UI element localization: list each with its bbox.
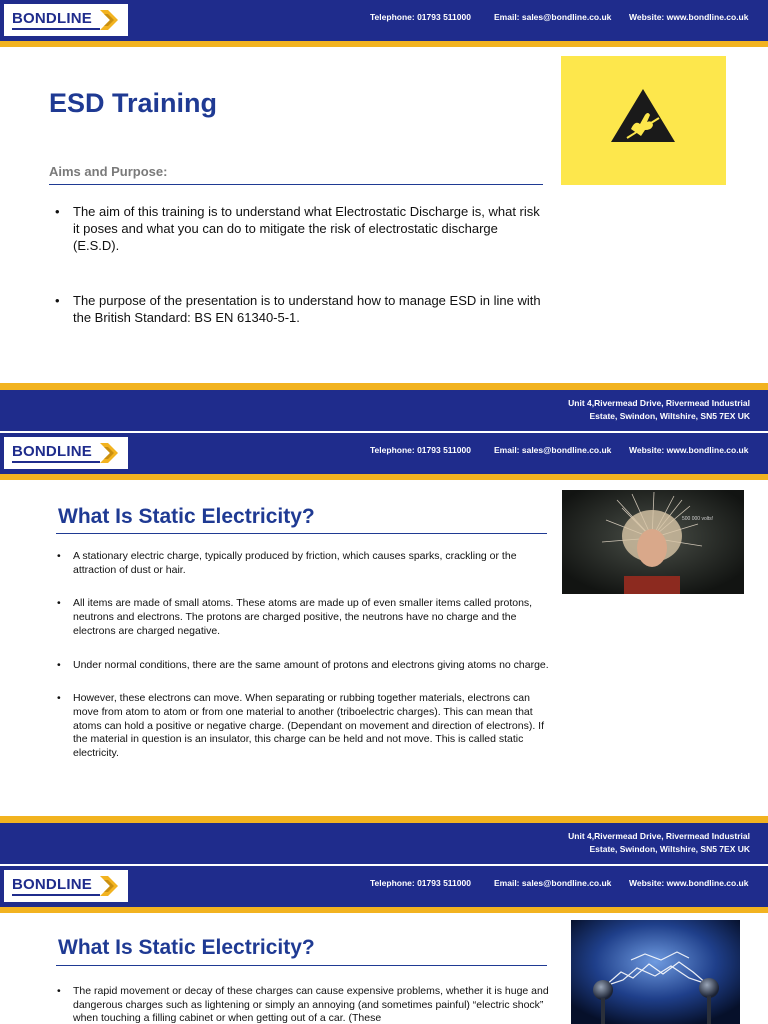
slide-title: What Is Static Electricity? <box>58 936 315 959</box>
list-item: • However, these electrons can move. When separating or rubbing together materials, electrons can move from atom to atom or from one material to another (triboelectric charges). This can mean that atoms can hold a positive or negative charge. (Dependant on movement and direction of electrons). If the material in question is an insulator, this charge can be held and not move. This is called static electricity. <box>51 692 551 761</box>
header-stripe <box>0 41 768 47</box>
logo-text: BONDLINE <box>12 443 92 460</box>
slide-footer <box>0 390 768 431</box>
list-item: • The rapid movement or decay of these charges can cause expensive problems, whether it is huge and dangerous charges such as lightening or simply an annoying (and sometimes painful) “electric shock” when touching a filling cabinet or when getting out of a car. (These <box>51 985 551 1024</box>
header-stripe <box>0 474 768 480</box>
address-line: Estate, Swindon, Wiltshire, SN5 7EX UK <box>589 844 750 854</box>
slide-what-is-static-2 <box>0 866 768 1024</box>
logo-underline <box>12 28 100 30</box>
logo-underline <box>12 894 100 896</box>
logo-chevron-icon <box>98 441 122 465</box>
logo-chevron-icon <box>98 8 122 32</box>
website-link[interactable]: Website: www.bondline.co.uk <box>629 12 749 22</box>
telephone-text: Telephone: 01793 511000 <box>370 12 471 22</box>
footer-stripe <box>0 816 768 823</box>
plasma-globe-photo <box>571 920 740 1024</box>
esd-warning-icon <box>561 56 726 185</box>
slide-title: What Is Static Electricity? <box>58 505 315 528</box>
slide-esd-training <box>0 0 768 433</box>
logo-chevron-icon <box>98 874 122 898</box>
photo-caption: 500 000 volts! <box>682 516 714 522</box>
slide-header <box>0 433 768 474</box>
email-link[interactable]: Email: sales@bondline.co.uk <box>494 445 612 455</box>
list-item: • All items are made of small atoms. These atoms are made up of even smaller items called protons, neutrons and electrons. The protons are charged positive, the neutrons have no charge and the electrons are charged negative. <box>51 597 551 638</box>
static-bullet-list <box>51 985 551 1024</box>
slide-footer <box>0 823 768 864</box>
slide-header <box>0 866 768 907</box>
address-line: Unit 4,Rivermead Drive, Rivermead Industrial <box>568 398 750 408</box>
aims-bullet-list <box>51 203 546 364</box>
slide-title: ESD Training <box>49 88 218 118</box>
list-item: • Under normal conditions, there are the same amount of protons and electrons giving atoms no charge. <box>51 659 551 673</box>
title-rule <box>56 965 547 966</box>
logo-underline <box>12 461 100 463</box>
bondline-logo <box>4 4 128 36</box>
address-line: Unit 4,Rivermead Drive, Rivermead Industrial <box>568 831 750 841</box>
static-hair-photo <box>562 490 744 594</box>
bondline-logo <box>4 437 128 469</box>
website-link[interactable]: Website: www.bondline.co.uk <box>629 878 749 888</box>
website-link[interactable]: Website: www.bondline.co.uk <box>629 445 749 455</box>
company-address <box>568 397 750 423</box>
telephone-text: Telephone: 01793 511000 <box>370 878 471 888</box>
title-rule <box>56 533 547 534</box>
aims-subheading: Aims and Purpose: <box>49 164 168 179</box>
static-bullet-list <box>51 550 551 781</box>
logo-text: BONDLINE <box>12 876 92 893</box>
plasma-globe-image <box>571 920 740 1024</box>
logo-text: BONDLINE <box>12 10 92 27</box>
bondline-logo <box>4 870 128 902</box>
slide-what-is-static-1 <box>0 433 768 866</box>
telephone-text: Telephone: 01793 511000 <box>370 445 471 455</box>
list-item: • A stationary electric charge, typically produced by friction, which causes sparks, crackling or the attraction of dust or hair. <box>51 550 551 577</box>
header-stripe <box>0 907 768 913</box>
list-item: • The purpose of the presentation is to understand how to manage ESD in line with the British Standard: BS EN 61340-5-1. <box>51 292 546 326</box>
slide-header <box>0 0 768 41</box>
title-rule <box>49 184 543 185</box>
esd-symbol-panel <box>561 56 726 185</box>
company-address <box>568 830 750 856</box>
email-link[interactable]: Email: sales@bondline.co.uk <box>494 12 612 22</box>
footer-stripe <box>0 383 768 390</box>
list-item: • The aim of this training is to understand what Electrostatic Discharge is, what risk it poses and what you can do to mitigate the risk of electrostatic discharge (E.S.D). <box>51 203 546 254</box>
address-line: Estate, Swindon, Wiltshire, SN5 7EX UK <box>589 411 750 421</box>
static-hair-image <box>562 490 744 594</box>
email-link[interactable]: Email: sales@bondline.co.uk <box>494 878 612 888</box>
